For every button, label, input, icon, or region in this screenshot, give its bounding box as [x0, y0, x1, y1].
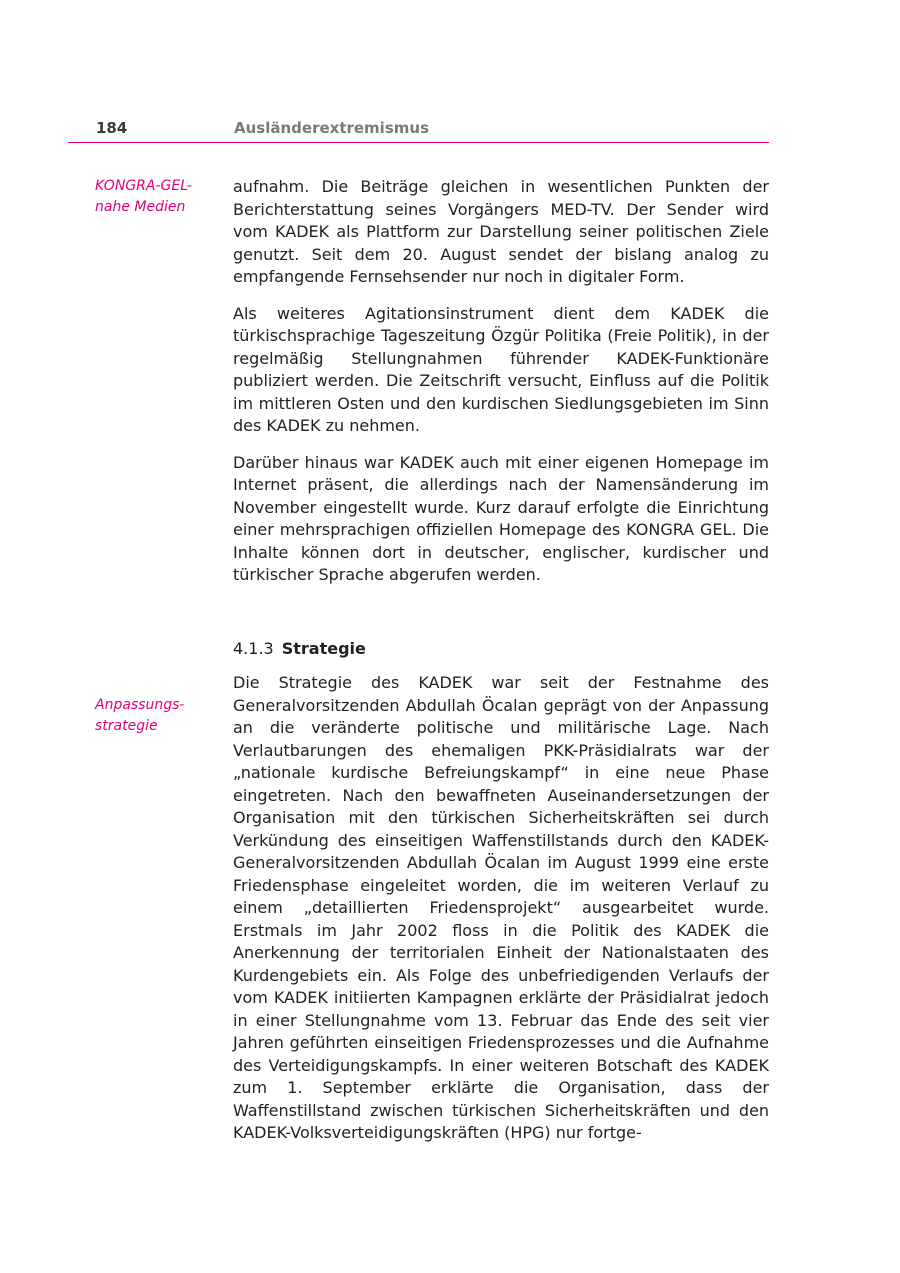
running-title: Ausländerextremismus — [234, 119, 429, 137]
margin-note-anpassung: Anpassungs-strategie — [95, 697, 185, 734]
section-heading — [233, 639, 366, 658]
paragraph-strategy: Die Strategie des KADEK war seit der Festnahme des Generalvorsitzenden Abdullah Öcalan geprägt von der Anpassung an die veränderte politische und militärische Lage. Nach Verlautbarungen des ehemaligen PKK-Präsidialrats war der „nationale kurdische Befreiungskampf“ in eine neue Phase eingetreten. Nach den bewaffneten Auseinandersetzungen der Organisation mit den türkischen Sicherheitskräften sei durch Verkündung des einseitigen Waffenstillstands durch den KADEK-Generalvorsitzenden Abdullah Öcalan im August 1999 eine erste Friedensphase eingeleitet worden, die im weiteren Verlauf zu einem „detaillierten Friedensprojekt“ ausgearbeitet wurde. Erstmals im Jahr 2002 floss in die Politik des KADEK die Anerkennung der territorialen Einheit der Nationalstaaten des Kurdengebiets ein. Als Folge des unbefriedigenden Verlaufs der vom KADEK initiierten Kampagnen erklärte der Präsidialrat jedoch in einer Stellungnahme vom 13. Februar das Ende des seit vier Jahren geführten einseitigen Friedensprozesses und die Aufnahme des Verteidigungskampfs. In einer weiteren Botschaft des KADEK zum 1. September erklärte die Organisation, dass der Waffenstillstand zwischen türkischen Sicherheitskräften und den KADEK-Volksverteidigungskräften (HPG) nur fortge- — [233, 673, 769, 1142]
running-header — [68, 116, 769, 143]
body-text-strategy — [233, 672, 769, 1159]
paragraph-homepage: Darüber hinaus war KADEK auch mit einer eigenen Homepage im Internet präsent, die allerdings nach der Namensänderung im November eingestellt wurde. Kurz darauf erfolgte die Einrichtung einer mehrsprachigen offiziellen Homepage des KONGRA GEL. Die Inhalte können dort in deutscher, englischer, kurdischer und türkischer Sprache abgerufen werden. — [233, 452, 769, 584]
section-number: 4.1.3 — [233, 639, 274, 658]
section-title: Strategie — [281, 639, 366, 658]
paragraph-ozgur-politika: Als weiteres Agitationsinstrument dient dem KADEK die türkischsprachige Tageszeitung Özgür Politika (Freie Politik), in der regelmäßig Stellungnahmen führender KADEK-Funktionäre publiziert werden. Die Zeitschrift versucht, Einfluss auf die Politik im mittleren Osten und den kurdischen Siedlungsgebieten im Sinn des KADEK zu nehmen. — [233, 303, 769, 435]
paragraph-sender: aufnahm. Die Beiträge gleichen in wesentlichen Punkten der Berichterstattung seines Vorgängers MED-TV. Der Sender wird vom KADEK als Plattform zur Darstellung seiner politischen Ziele genutzt. Seit dem 20. August sendet der bislang analog zu empfangende Fernsehsender nur noch in digitaler Form. — [233, 177, 769, 286]
margin-note-kongra: KONGRA-GEL-nahe Medien — [95, 178, 192, 215]
page-number: 184 — [96, 119, 128, 137]
body-text-top — [233, 176, 769, 601]
